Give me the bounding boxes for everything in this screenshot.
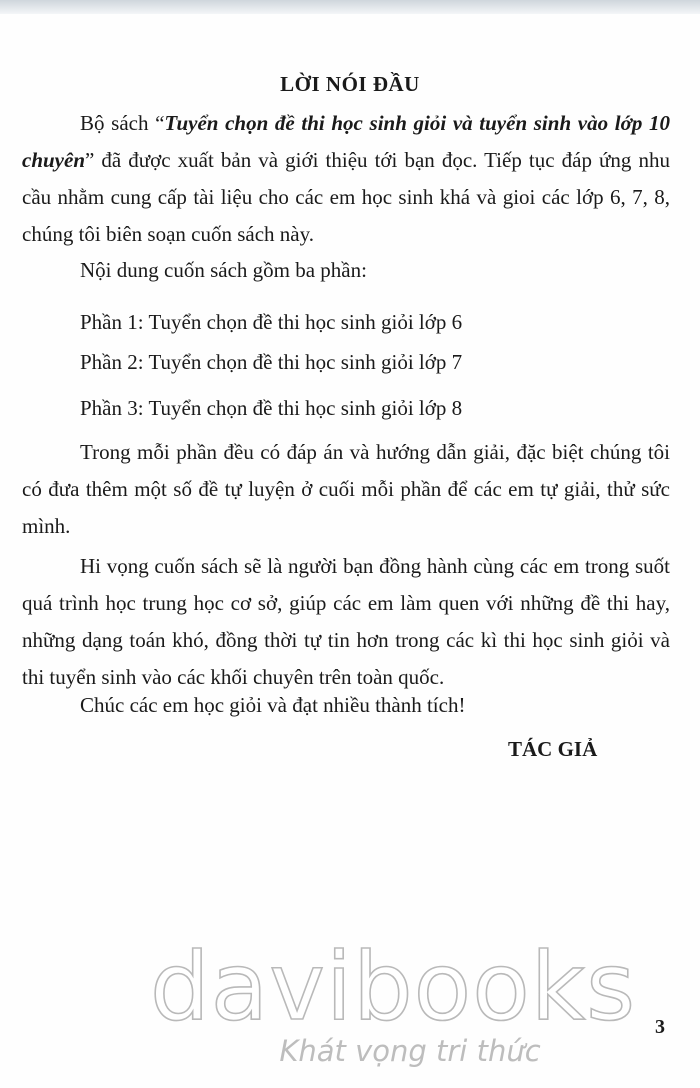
author-signature: TÁC GIẢ	[508, 737, 598, 761]
page-number: 3	[655, 1016, 665, 1038]
page-heading: LỜI NÓI ĐẦU	[280, 72, 420, 96]
part-item-1: Phần 1: Tuyển chọn đề thi học sinh giỏi lớp 6	[80, 310, 463, 334]
book-title: Tuyển chọn đề thi học sinh giỏi và tuyển sinh vào lớp 10 chuyên	[22, 111, 670, 172]
intro-paragraph	[22, 105, 670, 253]
hope-paragraph: Hi vọng cuốn sách sẽ là người bạn đồng hành cùng các em trong suốt quá trình học trung học cơ sở, giúp các em làm quen với những đề thi hay, những dạng toán khó, đồng thời tự tin hơn trong các kì thi học sinh giỏi và thi tuyển sinh vào các khối chuyên trên toàn quốc.	[22, 554, 670, 689]
davibooks-watermark-logo: davibooks	[150, 933, 637, 1042]
watermark-tagline: Khát vọng tri thức	[279, 1034, 541, 1068]
part-item-3: Phần 3: Tuyển chọn đề thi học sinh giỏi lớp 8	[80, 396, 463, 420]
closing-line: Chúc các em học giỏi và đạt nhiều thành tích!	[80, 693, 466, 717]
intro-lead: Bộ sách “	[80, 111, 165, 135]
contents-lead: Nội dung cuốn sách gồm ba phần:	[80, 258, 367, 282]
intro-rest: ” đã được xuất bản và giới thiệu tới bạn đọc. Tiếp tục đáp ứng nhu cầu nhằm cung cấp tài liệu cho các em học sinh khá và gioi các lớp 6, 7, 8, chúng tôi biên soạn cuốn sách này.	[22, 148, 670, 246]
page-top-edge	[0, 0, 700, 14]
part-item-2: Phần 2: Tuyển chọn đề thi học sinh giỏi lớp 7	[80, 350, 463, 374]
answers-paragraph: Trong mỗi phần đều có đáp án và hướng dẫn giải, đặc biệt chúng tôi có đưa thêm một số đề tự luyện ở cuối mỗi phần để các em tự giải, thử sức mình.	[22, 440, 670, 538]
